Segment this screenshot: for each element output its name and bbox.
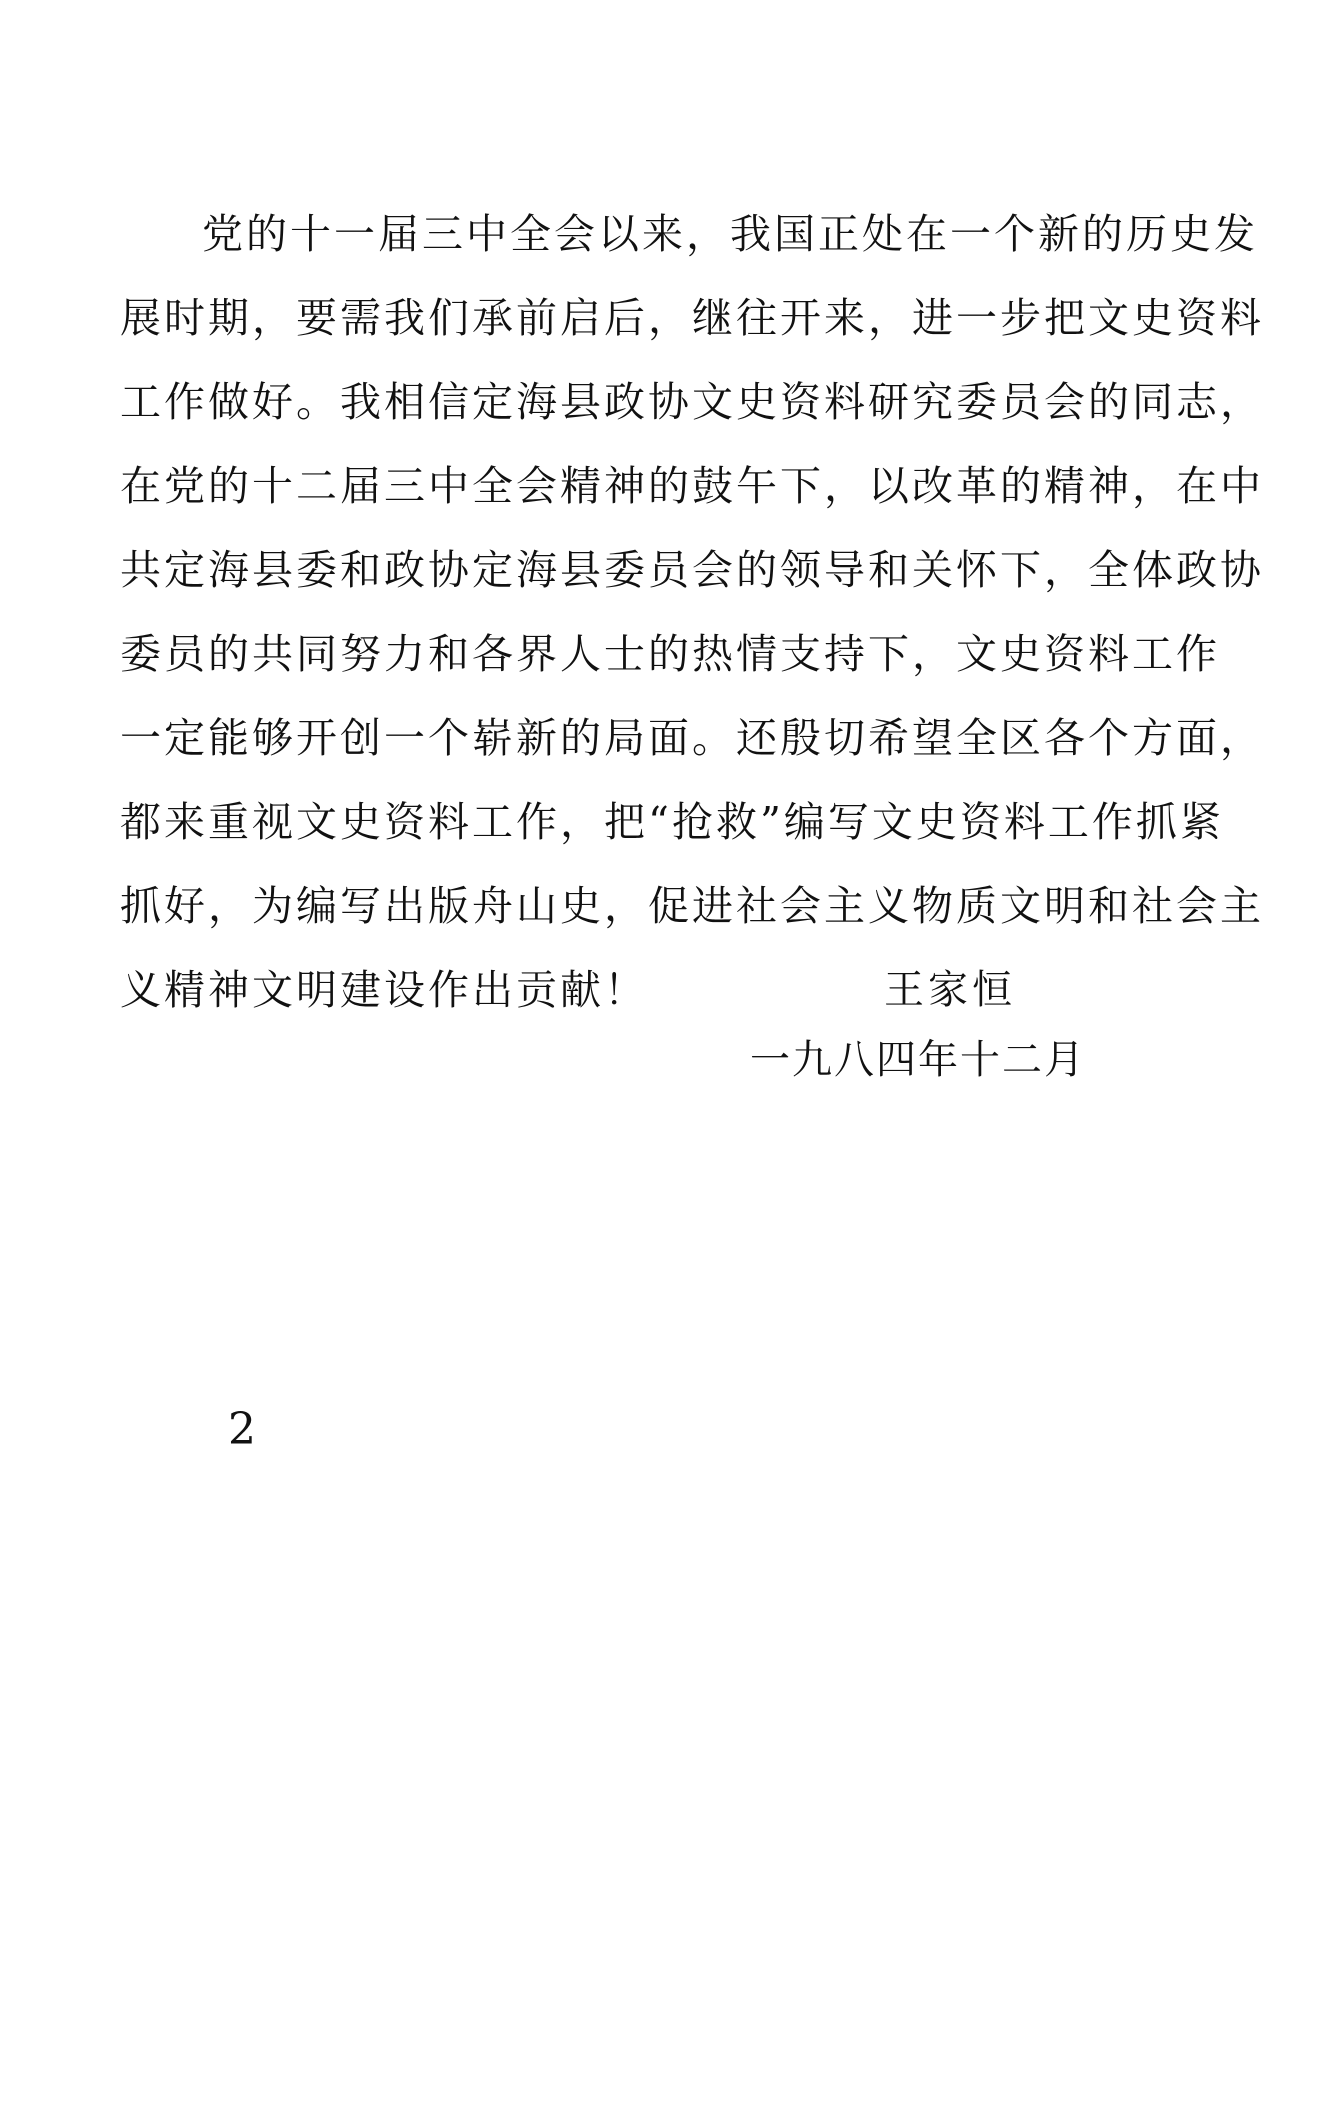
author-name: 王家恒	[884, 967, 1016, 1013]
text-line: 展时期，要需我们承前启后，继往开来，进一步把文史资料	[120, 294, 1264, 342]
text-line: 党的十一届三中全会以来，我国正处在一个新的历史发	[202, 210, 1258, 258]
text-line: 一定能够开创一个崭新的局面。还殷切希望全区各个方面，	[120, 714, 1264, 762]
text-line: 在党的十二届三中全会精神的鼓午下，以改革的精神，在中	[120, 462, 1264, 510]
text-line: 委员的共同努力和各界人士的热情支持下，文史资料工作	[120, 630, 1220, 678]
text-line: 工作做好。我相信定海县政协文史资料研究委员会的同志，	[120, 378, 1264, 426]
text-line: 共定海县委和政协定海县委员会的领导和关怀下，全体政协	[120, 546, 1264, 594]
text-line: 抓好，为编写出版舟山史，促进社会主义物质文明和社会主	[120, 882, 1264, 930]
signature-block	[750, 955, 1170, 1095]
page-number: 2	[228, 1404, 256, 1455]
signature-date: 一九八四年十二月	[750, 1037, 1086, 1083]
body-paragraph	[120, 192, 1264, 1032]
text-line: 都来重视文史资料工作，把“抢救”编写文史资料工作抓紧	[120, 798, 1224, 846]
text-line-last: 义精神文明建设作出贡献！	[120, 966, 648, 1014]
